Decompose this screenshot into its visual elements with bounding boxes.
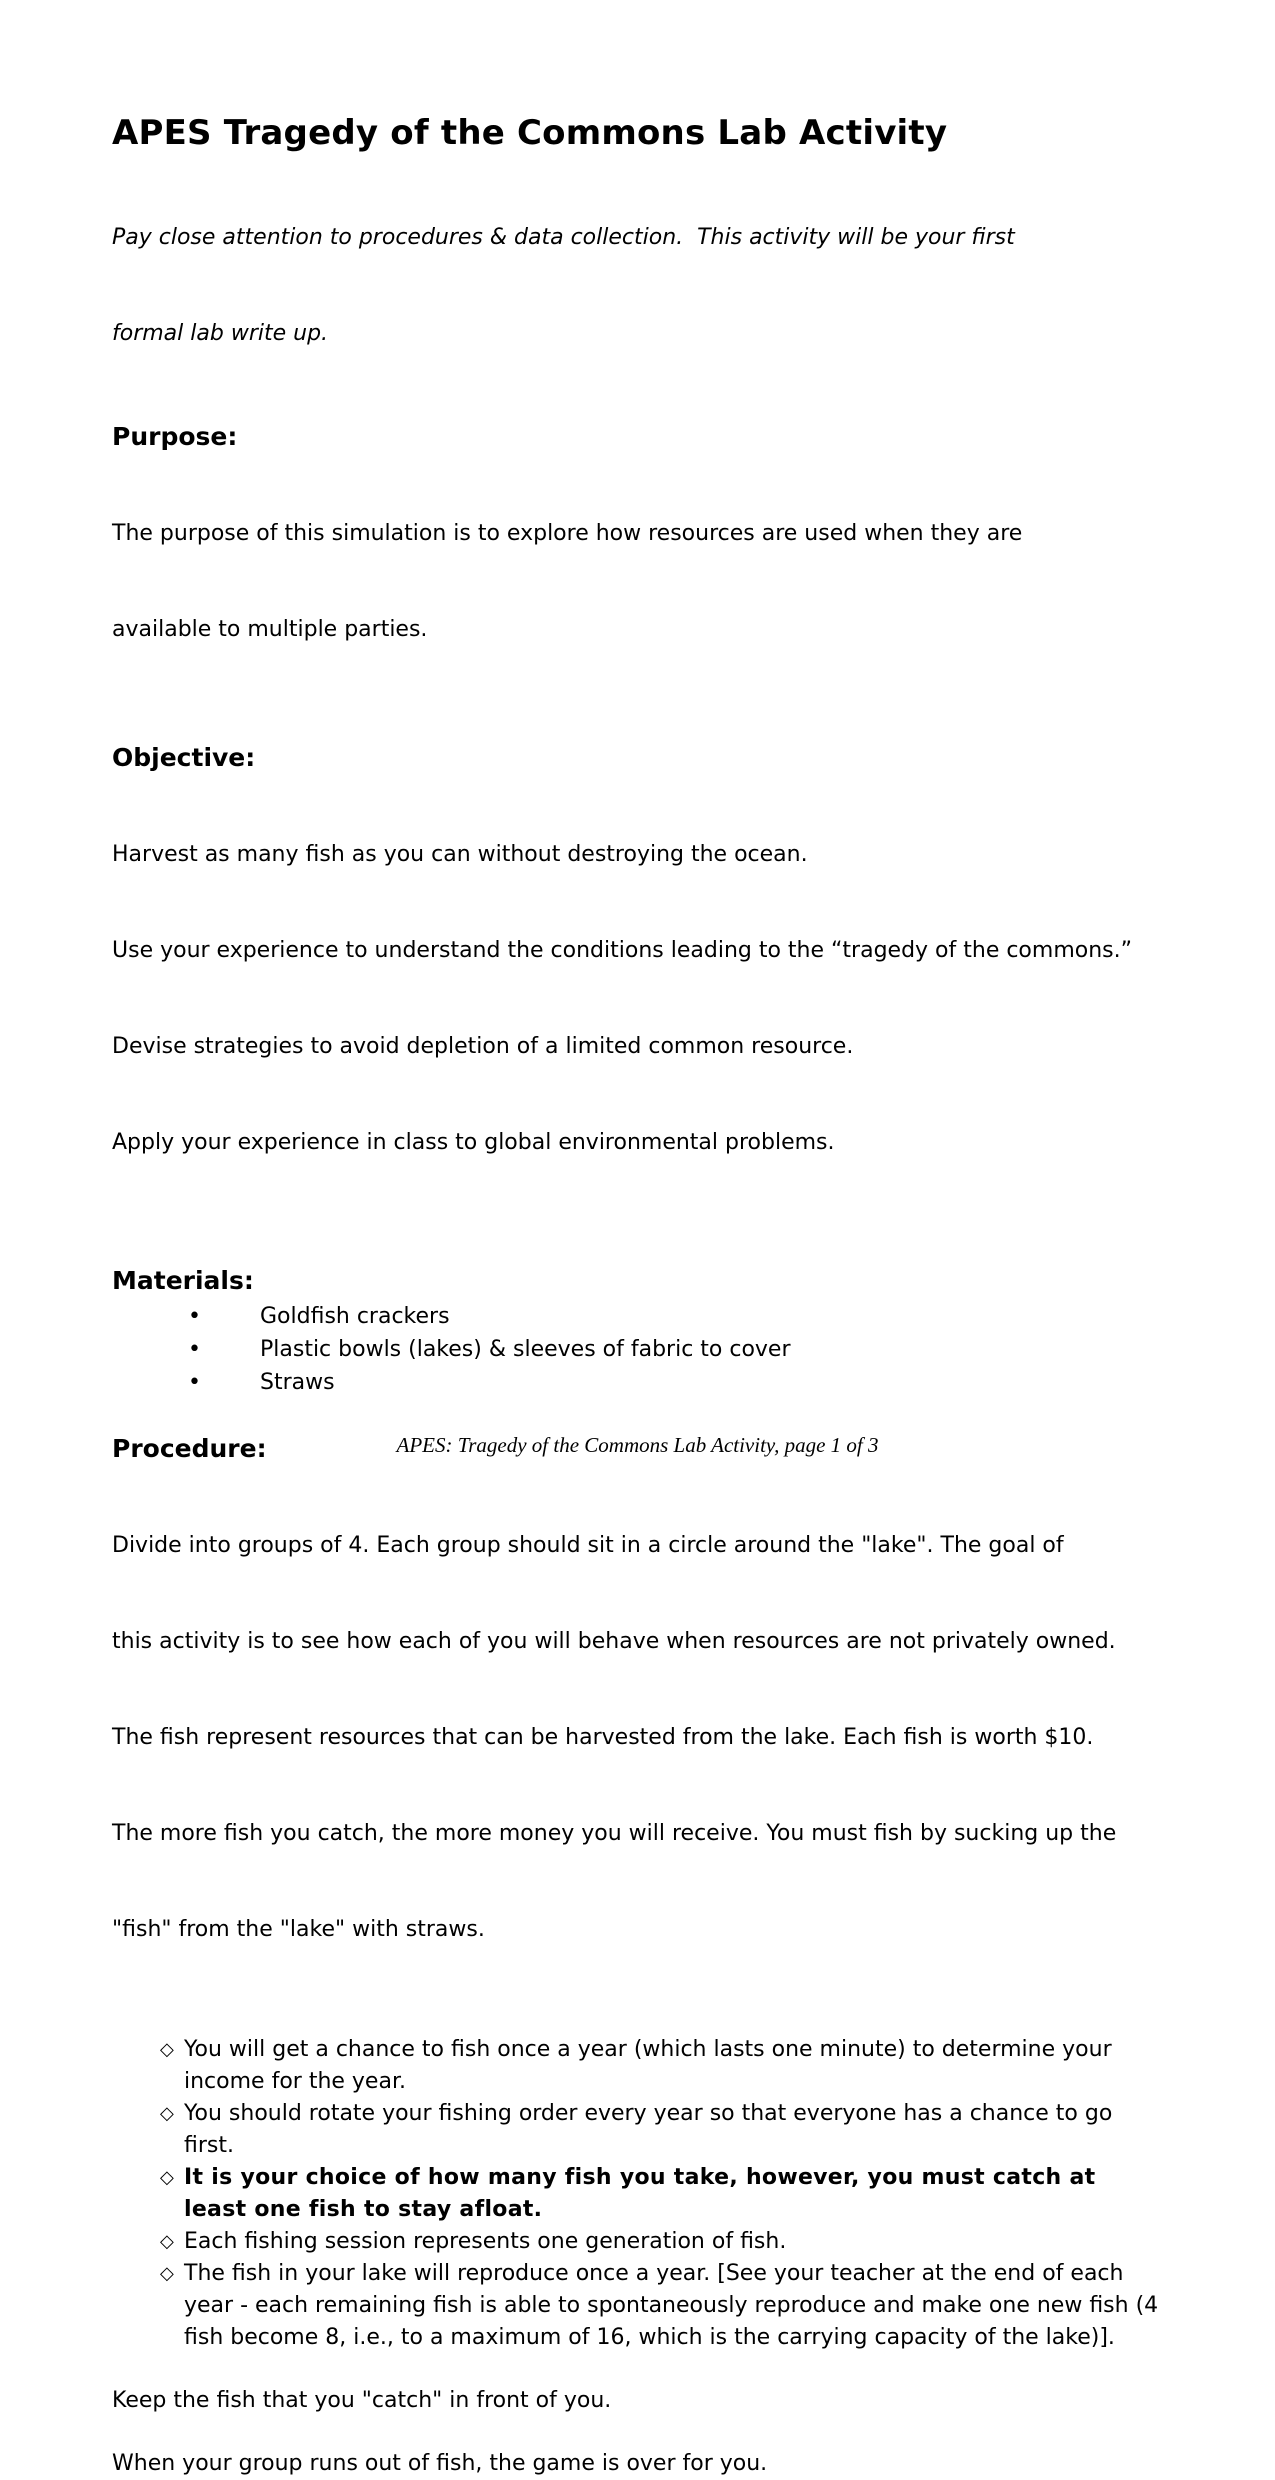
- procedure-step: [112, 2226, 1172, 2258]
- procedure-heading: Procedure:: [112, 1434, 267, 1463]
- materials-item: [112, 1300, 1172, 1333]
- purpose-heading: Purpose:: [112, 422, 238, 451]
- page-footer: APES: Tragedy of the Commons Lab Activity, page 1 of 3: [396, 1433, 879, 1457]
- purpose-line: available to multiple parties.: [112, 617, 428, 642]
- procedure-intro-line: Divide into groups of 4. Each group should sit in a circle around the "lake". The goal of: [112, 1533, 1064, 1558]
- objective-heading: Objective:: [112, 743, 256, 772]
- materials-item-label: Goldfish crackers: [260, 1304, 450, 1329]
- procedure-steps: [112, 2034, 1172, 2354]
- document-page: [112, 110, 1172, 2480]
- procedure-step-text: It is your choice of how many fish you take, however, you must catch at least one fish to stay afloat.: [184, 2165, 1096, 2222]
- diamond-bullet-icon: ◇: [160, 2263, 174, 2284]
- diamond-bullet-icon: ◇: [160, 2103, 174, 2124]
- procedure-step: [112, 2162, 1172, 2226]
- procedure-intro-line: this activity is to see how each of you will behave when resources are not privately owned.: [112, 1629, 1116, 1654]
- bullet-icon: •: [188, 1337, 201, 1362]
- materials-item: [112, 1366, 1172, 1399]
- keep-note: Keep the fish that you "catch" in front of you.: [112, 2388, 612, 2413]
- bullet-icon: •: [188, 1304, 201, 1329]
- procedure-intro: [112, 1466, 1172, 2010]
- diamond-bullet-icon: ◇: [160, 2231, 174, 2252]
- objective-line: Devise strategies to avoid depletion of a limited common resource.: [112, 1034, 854, 1059]
- procedure-step-text: You will get a chance to fish once a year (which lasts one minute) to determine your income for the year.: [184, 2037, 1112, 2094]
- procedure-step: [112, 2098, 1172, 2162]
- materials-item: [112, 1333, 1172, 1366]
- subtitle-line: Pay close attention to procedures & data collection. This activity will be your first: [112, 225, 1015, 250]
- diamond-bullet-icon: ◇: [160, 2167, 174, 2188]
- procedure-intro-line: "fish" from the "lake" with straws.: [112, 1917, 485, 1942]
- materials-heading: Materials:: [112, 1266, 254, 1295]
- document-subtitle: [112, 158, 1172, 414]
- procedure-step-text: Each fishing session represents one generation of fish.: [184, 2229, 787, 2254]
- procedure-step-text: The fish in your lake will reproduce once a year. [See your teacher at the end of each year - each remaining fish is able to spontaneously reproduce and make one new fish (4 fish become 8, i.e., to a maximum of 16, which is the carrying capacity of the lake)].: [184, 2261, 1159, 2350]
- materials-list: [112, 1300, 1172, 1399]
- procedure-step-text: You should rotate your fishing order every year so that everyone has a chance to go first.: [184, 2101, 1113, 2158]
- bullet-icon: •: [188, 1370, 201, 1395]
- purpose-line: The purpose of this simulation is to explore how resources are used when they are: [112, 521, 1023, 546]
- materials-item-label: Straws: [260, 1370, 335, 1395]
- procedure-intro-line: The more fish you catch, the more money you will receive. You must fish by sucking up the: [112, 1821, 1117, 1846]
- procedure-step: [112, 2034, 1172, 2098]
- procedure-step: [112, 2258, 1172, 2354]
- objective-text: [112, 775, 1172, 1223]
- objective-line: Use your experience to understand the conditions leading to the “tragedy of the commons.”: [112, 938, 1133, 963]
- objective-line: Apply your experience in class to global environmental problems.: [112, 1130, 835, 1155]
- objective-line: Harvest as many fish as you can without destroying the ocean.: [112, 842, 808, 867]
- purpose-text: [112, 454, 1172, 710]
- materials-item-label: Plastic bowls (lakes) & sleeves of fabric to cover: [260, 1337, 791, 1362]
- procedure-intro-line: The fish represent resources that can be harvested from the lake. Each fish is worth $10.: [112, 1725, 1094, 1750]
- subtitle-line: formal lab write up.: [112, 321, 329, 346]
- end-note: When your group runs out of fish, the game is over for you.: [112, 2451, 768, 2476]
- diamond-bullet-icon: ◇: [160, 2039, 174, 2060]
- document-title: APES Tragedy of the Commons Lab Activity: [112, 113, 948, 153]
